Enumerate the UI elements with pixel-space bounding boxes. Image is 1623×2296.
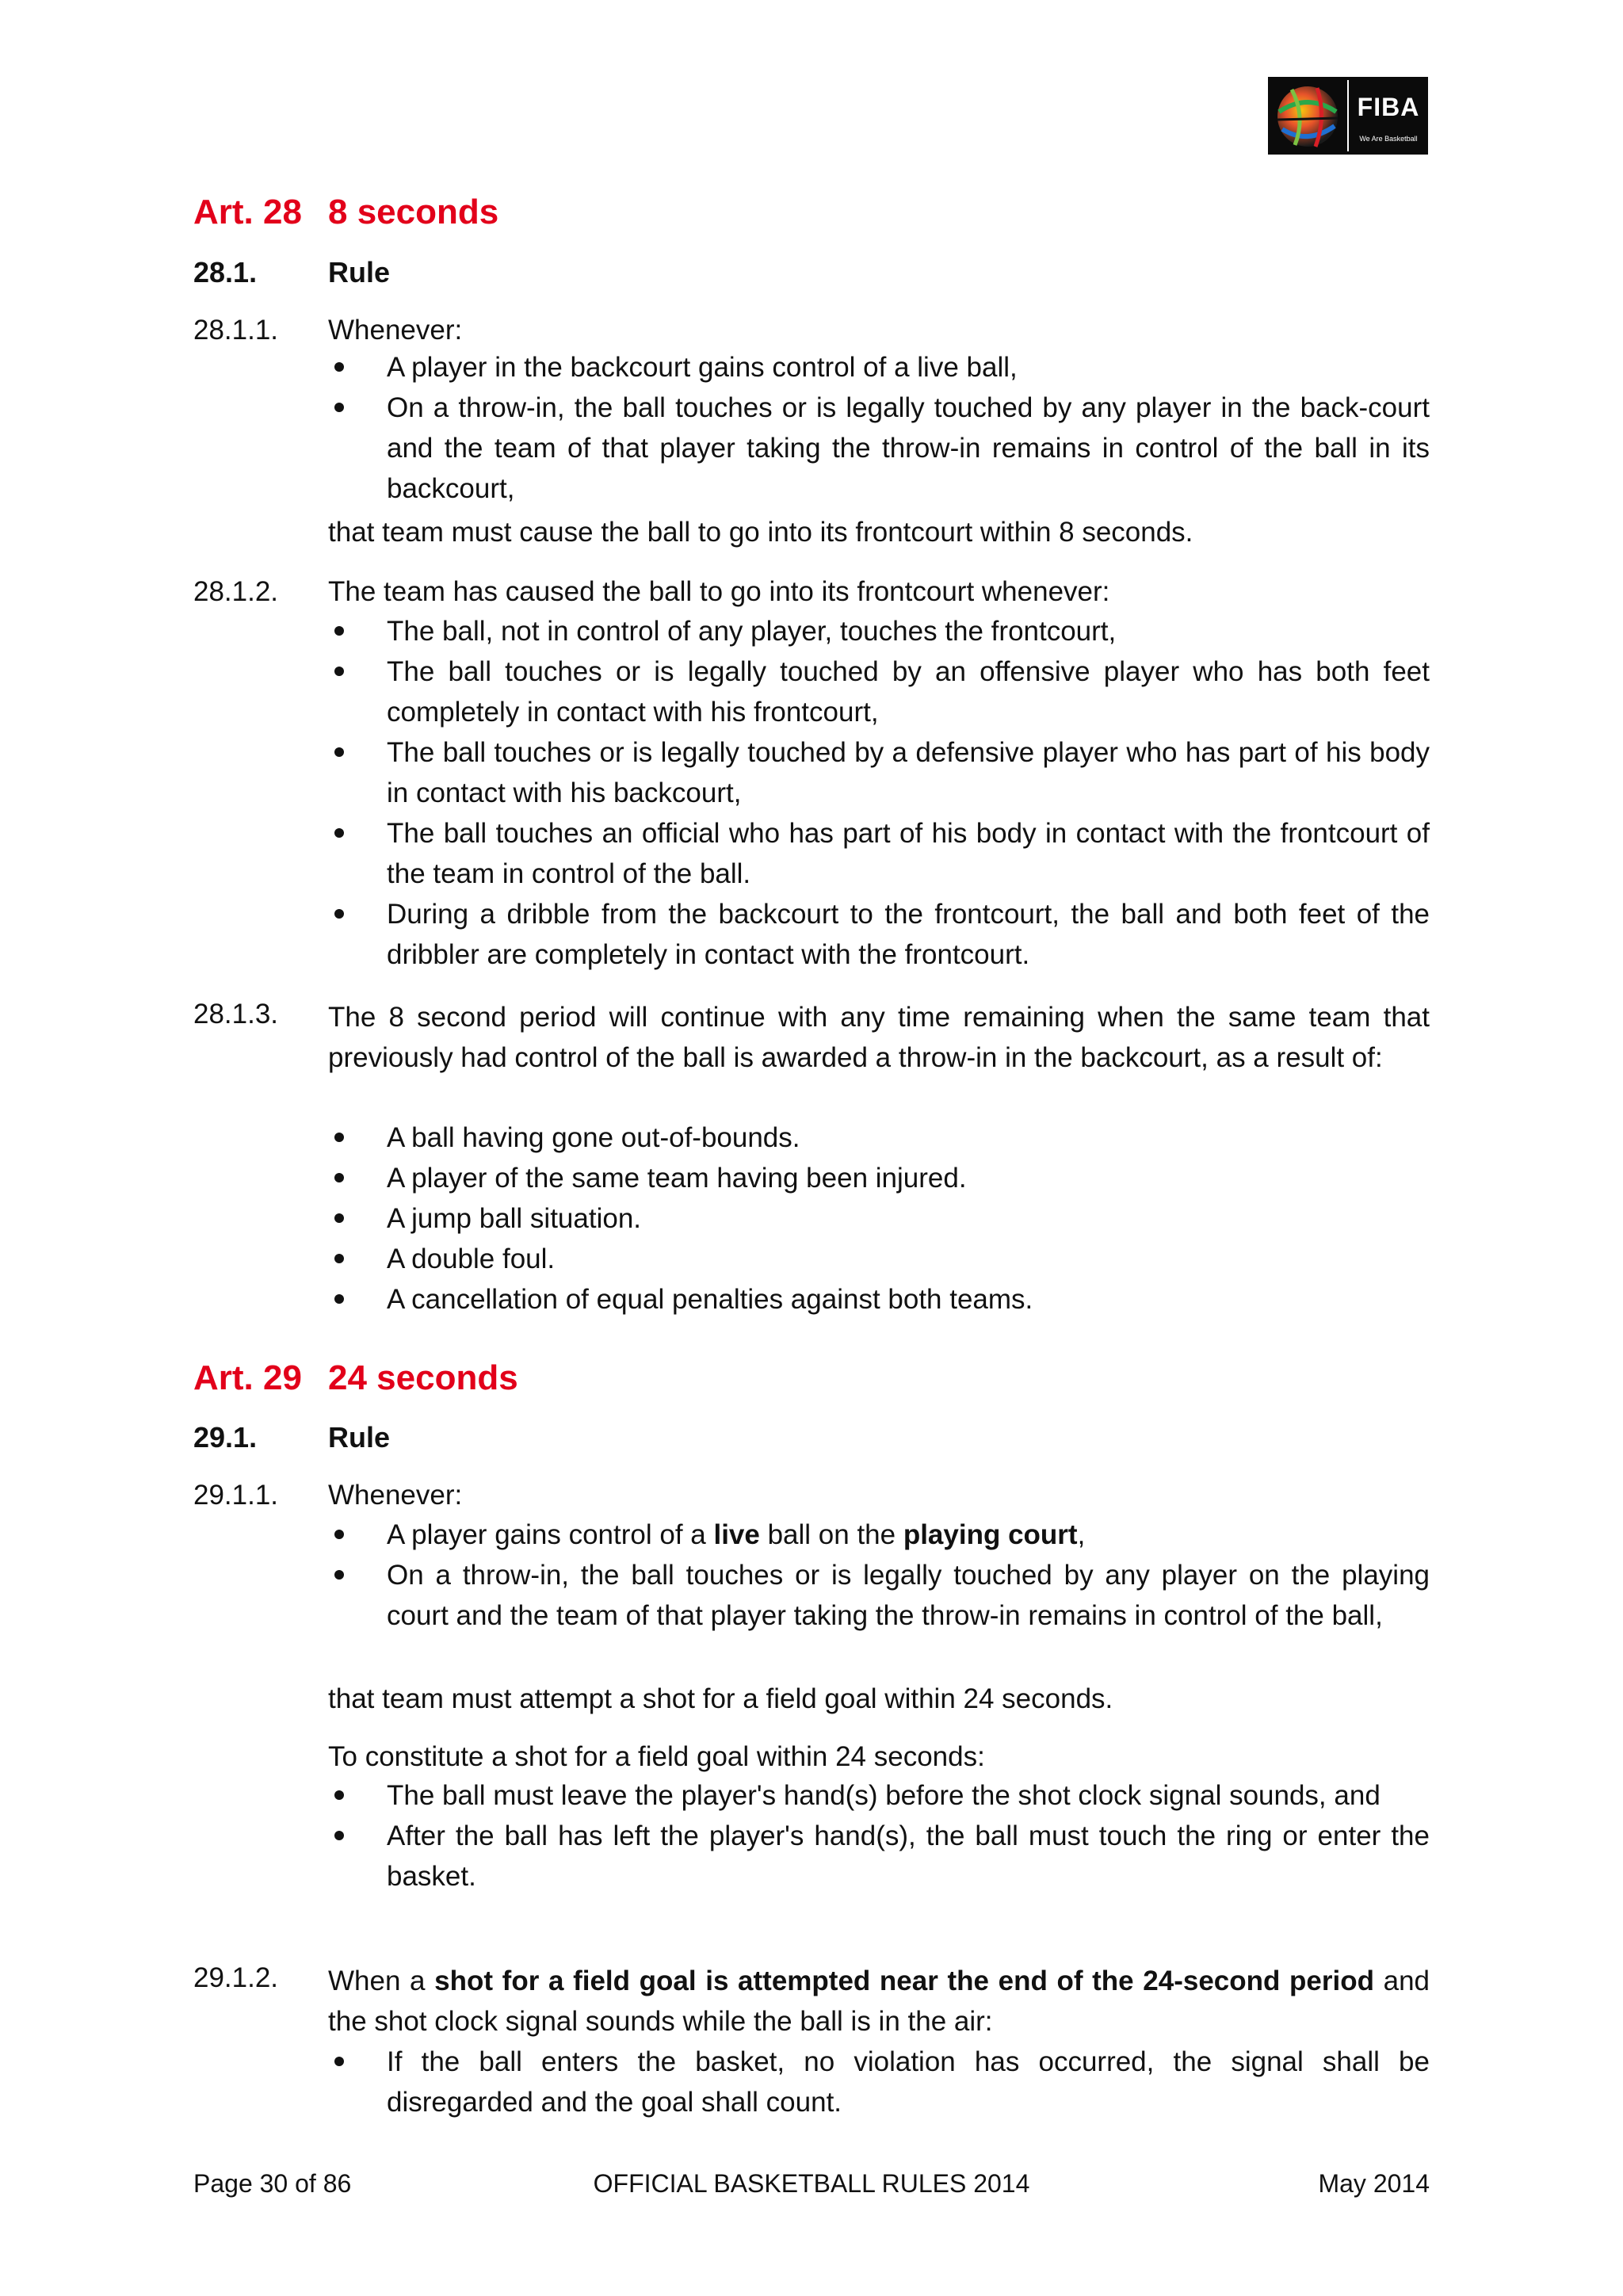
section-number: 28.1.: [193, 256, 258, 288]
article-title: 24 seconds: [328, 1358, 518, 1397]
clause-intro: The team has caused the ball to go into its frontcourt whenever:: [328, 576, 1110, 607]
list-item: The ball must leave the player's hand(s) before the shot clock signal sounds, and: [328, 1775, 1430, 1816]
bullet-list: [328, 347, 1430, 509]
bullet-icon: [334, 1570, 344, 1580]
list-item: A ball having gone out-of-bounds.: [328, 1117, 1430, 1158]
bullet-icon: [334, 747, 344, 757]
bullet-icon: [334, 2057, 344, 2066]
bullet-list: [328, 1515, 1430, 1636]
list-item: A player of the same team having been injured.: [328, 1158, 1430, 1198]
section-29-1-heading: [193, 1420, 390, 1455]
bullet-list: [328, 611, 1430, 975]
list-item: A jump ball situation.: [328, 1198, 1430, 1239]
section-title: Rule: [328, 256, 391, 288]
list-item: On a throw-in, the ball touches or is legally touched by any player in the back-court and the team of that player taking the throw-in remains in control of the ball in its backcourt,: [328, 388, 1430, 509]
clause-number: 28.1.1.: [193, 315, 279, 346]
list-item: A player in the backcourt gains control of a live ball,: [328, 347, 1430, 388]
list-item: If the ball enters the basket, no violation has occurred, the signal shall be disregarded and the goal shall count.: [328, 2042, 1430, 2122]
fiba-logo: [1268, 77, 1428, 155]
bullet-icon: [334, 909, 344, 919]
article-29-heading: [193, 1358, 518, 1398]
list-item: The ball, not in control of any player, touches the frontcourt,: [328, 611, 1430, 651]
bullet-list: [328, 2042, 1430, 2122]
section-number: 29.1.: [193, 1421, 258, 1454]
list-item: On a throw-in, the ball touches or is legally touched by any player on the playing court and the team of that player taking the throw-in remains in control of the ball,: [328, 1555, 1430, 1636]
basketball-logo-icon: [1268, 77, 1347, 155]
clause-number: 28.1.3.: [193, 999, 279, 1030]
bullet-icon: [334, 1790, 344, 1800]
footer-page-number: Page 30 of 86: [193, 2169, 352, 2198]
bullet-icon: [334, 828, 344, 838]
bullet-icon: [334, 1133, 344, 1142]
bullet-icon: [334, 1173, 344, 1182]
bullet-icon: [334, 1294, 344, 1304]
list-item: A player gains control of a live ball on the playing court,: [328, 1515, 1430, 1555]
list-item: The ball touches or is legally touched by a defensive player who has part of his body in contact with his backcourt,: [328, 732, 1430, 813]
bullet-icon: [334, 1254, 344, 1263]
clause-intro: The 8 second period will continue with any time remaining when the same team that previously had control of the ball is awarded a throw-in in the backcourt, as a result of:: [328, 1002, 1430, 1073]
article-number: Art. 28: [193, 193, 302, 231]
clause-outro: that team must attempt a shot for a field goal within 24 seconds.: [328, 1683, 1113, 1714]
article-28-heading: [193, 193, 498, 232]
clause-intro: Whenever:: [328, 1480, 463, 1511]
bullet-icon: [334, 626, 344, 636]
logo-wordmark: FIBA: [1357, 93, 1420, 121]
logo-tagline: We Are Basketball: [1359, 135, 1418, 143]
footer-date: May 2014: [1318, 2169, 1430, 2198]
list-item: A cancellation of equal penalties against both teams.: [328, 1279, 1430, 1320]
list-item: A double foul.: [328, 1239, 1430, 1279]
clause-intro: Whenever:: [328, 315, 463, 346]
clause-intro: When a shot for a field goal is attempted near the end of the 24-second period and the shot clock signal sounds while the ball is in the air:: [328, 1966, 1430, 2037]
clause-intro-2: To constitute a shot for a field goal within 24 seconds:: [328, 1741, 985, 1772]
article-number: Art. 29: [193, 1358, 302, 1397]
footer-document-title: OFFICIAL BASKETBALL RULES 2014: [593, 2169, 1030, 2198]
list-item: The ball touches an official who has part of his body in contact with the frontcourt of the team in control of the ball.: [328, 813, 1430, 894]
list-item: During a dribble from the backcourt to the frontcourt, the ball and both feet of the dribbler are completely in contact with the frontcourt.: [328, 894, 1430, 975]
list-item: The ball touches or is legally touched by an offensive player who has both feet completely in contact with his frontcourt,: [328, 651, 1430, 732]
logo-brand: [1349, 88, 1428, 143]
clause-number: 29.1.2.: [193, 1962, 279, 1993]
bullet-icon: [334, 1831, 344, 1840]
section-28-1-heading: [193, 255, 390, 290]
clause-number: 28.1.2.: [193, 576, 279, 607]
bullet-icon: [334, 362, 344, 372]
bullet-icon: [334, 667, 344, 676]
section-title: Rule: [328, 1421, 391, 1454]
bullet-list: [328, 1117, 1430, 1320]
list-item: After the ball has left the player's hand(s), the ball must touch the ring or enter the basket.: [328, 1816, 1430, 1897]
bullet-icon: [334, 1530, 344, 1539]
clause-number: 29.1.1.: [193, 1480, 279, 1511]
article-title: 8 seconds: [328, 193, 499, 231]
bullet-icon: [334, 403, 344, 412]
clause-outro: that team must cause the ball to go into its frontcourt within 8 seconds.: [328, 517, 1193, 548]
bullet-list: [328, 1775, 1430, 1897]
bullet-icon: [334, 1213, 344, 1223]
